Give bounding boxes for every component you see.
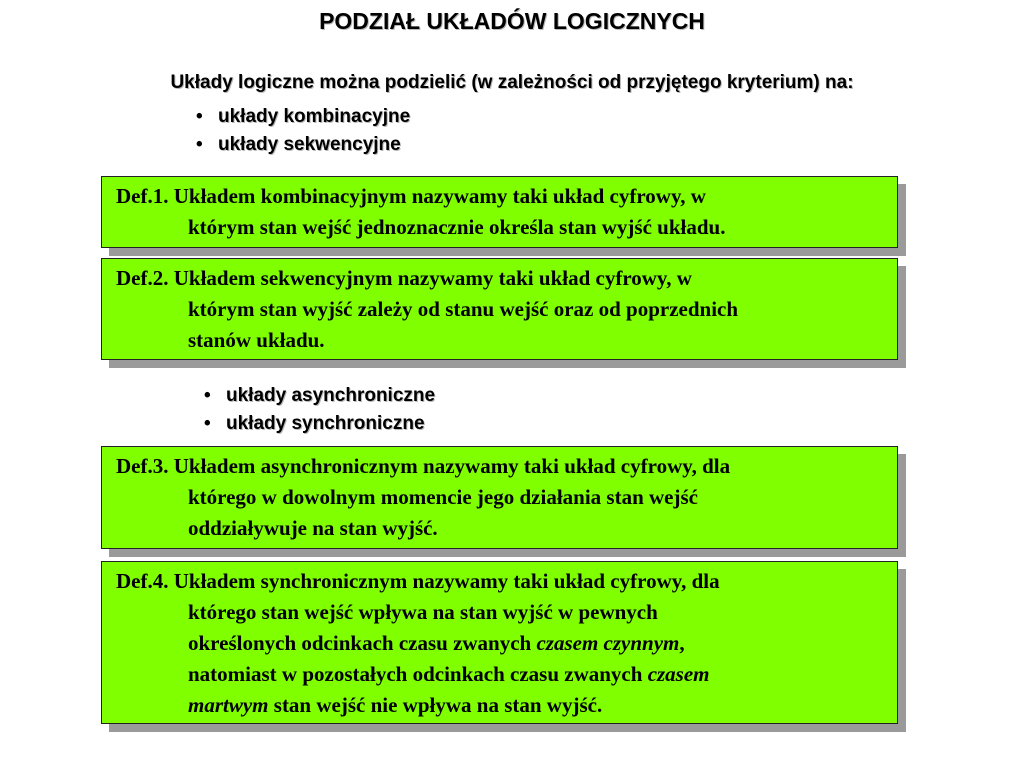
- term-dead-time-part2: martwym: [188, 693, 269, 717]
- bullet-icon: •: [196, 106, 203, 127]
- definition-box-4: [101, 561, 898, 724]
- definition-line: stanów układu.: [188, 328, 325, 352]
- list-item: [196, 103, 410, 131]
- definition-line: którym stan wejść jednoznacznie określa stan wyjść układu.: [188, 215, 726, 239]
- list-item: [204, 410, 435, 438]
- list-item-label: układy kombinacyjne: [218, 106, 411, 127]
- definition-line: którym stan wyjść zależy od stanu wejść oraz od poprzednich: [188, 297, 739, 321]
- bullet-icon: •: [204, 413, 211, 434]
- definition-line: [116, 659, 887, 690]
- definition-line: Def.2. Układem sekwencyjnym nazywamy taki układ cyfrowy, w: [116, 266, 692, 290]
- definition-text: określonych odcinkach czasu zwanych: [188, 631, 537, 655]
- definition-line: Def.4. Układem synchronicznym nazywamy taki układ cyfrowy, dla: [116, 569, 720, 593]
- list-item: [204, 382, 435, 410]
- definition-text: natomiast w pozostałych odcinkach czasu zwanych: [188, 662, 648, 686]
- definition-box-2: [101, 258, 898, 360]
- definition-line: którego w dowolnym momencie jego działania stan wejść: [188, 485, 698, 509]
- list-item-label: układy sekwencyjne: [218, 134, 401, 155]
- term-active-time: czasem czynnym: [536, 631, 680, 655]
- definition-line: [116, 628, 887, 659]
- definition-line: oddziaływuje na stan wyjść.: [188, 516, 438, 540]
- definition-line: Def.3. Układem asynchronicznym nazywamy taki układ cyfrowy, dla: [116, 454, 731, 478]
- list-item-label: układy asynchroniczne: [226, 385, 436, 406]
- list-item: [196, 131, 410, 159]
- slide-subtitle: Układy logiczne można podzielić (w zależności od przyjętego kryterium) na:: [170, 72, 854, 93]
- definition-line: Def.1. Układem kombinacyjnym nazywamy taki układ cyfrowy, w: [116, 184, 706, 208]
- slide-title: PODZIAŁ UKŁADÓW LOGICZNYCH: [319, 8, 705, 34]
- definition-box-1: [101, 176, 898, 248]
- definition-line: którego stan wejść wpływa na stan wyjść w pewnych: [188, 600, 658, 624]
- definition-text: ,: [679, 631, 685, 655]
- definition-line: [116, 690, 887, 721]
- bullet-icon: •: [196, 134, 203, 155]
- definition-box-3: [101, 446, 898, 549]
- bullet-icon: •: [204, 385, 211, 406]
- list-item-label: układy synchroniczne: [226, 413, 425, 434]
- bullet-list-async-sync: [204, 382, 435, 438]
- definition-text: stan wejść nie wpływa na stan wyjść.: [268, 693, 603, 717]
- term-dead-time-part1: czasem: [647, 662, 710, 686]
- bullet-list-combinational-sequential: [196, 103, 410, 159]
